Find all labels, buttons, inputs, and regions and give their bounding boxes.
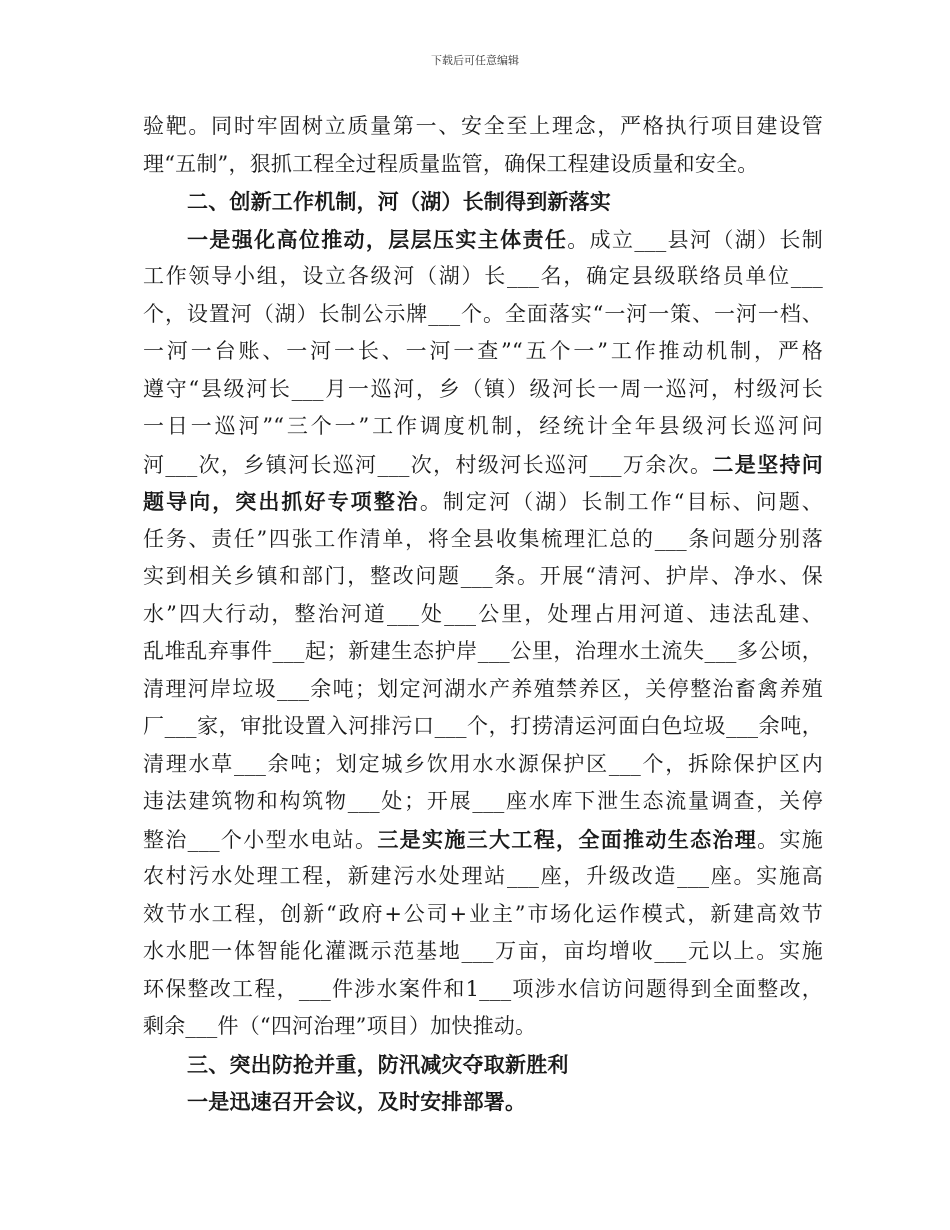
text-segment: 。制定河（湖）长制工作“目标、问题、: [419, 490, 823, 514]
section-heading: [143, 1046, 823, 1084]
text-segment: 河___次，乡镇河长巡河___次，村级河长巡河___万余次。: [143, 452, 713, 477]
text-segment: 遵守“县级河长___月一巡河，乡（镇）级河长一周一巡河，村级河长: [143, 376, 823, 401]
paragraph-line: [143, 596, 823, 634]
paragraph-line: [143, 296, 823, 334]
paragraph-line: [143, 783, 823, 821]
page-header: 下载后可任意编辑: [431, 54, 519, 67]
text-segment: 实到相关乡镇和部门，整改问题___条。开展“清河、护岸、净水、保: [143, 564, 823, 588]
paragraph-line: [143, 108, 823, 146]
bold-text: 三、突出防抢并重，防汛减灾夺取新胜利: [187, 1051, 569, 1077]
text-segment: 厂___家，审批设置入河排污口___个，打捞清运河面白色垃圾___余吨，: [143, 714, 823, 738]
paragraph-line: [143, 408, 823, 446]
paragraph-line: [143, 708, 823, 746]
document-body: [143, 108, 823, 1121]
paragraph-line: [143, 858, 823, 896]
paragraph-line: [143, 521, 823, 559]
paragraph-line: [143, 221, 823, 259]
paragraph-line: [143, 633, 823, 671]
text-segment: 工作领导小组，设立各级河（湖）长___名，确定县级联络员单位___: [143, 264, 823, 288]
paragraph-line: [143, 483, 823, 521]
text-segment: 验靶。同时牢固树立质量第一、安全至上理念，严格执行项目建设管: [143, 114, 823, 138]
text-segment: 任务、责任”四张工作清单，将全县收集梳理汇总的___条问题分别落: [143, 526, 823, 551]
section-heading: [143, 183, 823, 221]
bold-text: 二是坚持问: [712, 451, 824, 477]
paragraph-line: [143, 933, 823, 971]
bold-text: 二、创新工作机制，河（湖）长制得到新落实: [187, 189, 611, 214]
bold-text: 三是实施三大工程，全面推动生态治理: [377, 826, 758, 852]
text-segment: 农村污水处理工程，新建污水处理站___座，升级改造___座。实施高: [143, 864, 823, 888]
paragraph-line: [143, 333, 823, 371]
paragraph-line: [143, 971, 823, 1009]
text-segment: 水水肥一体智能化灌溉示范基地___万亩，亩均增收___元以上。实施: [143, 939, 823, 963]
text-segment: 剩余___件（“四河治理”项目）加快推动。: [143, 1014, 537, 1038]
text-segment: 。实施: [757, 827, 823, 852]
bold-text: 一是强化高位推动，层层压实主体责任: [187, 226, 568, 252]
paragraph-line: [143, 821, 823, 859]
text-segment: 乱堆乱弃事件___起；新建生态护岸___公里，治理水土流失___多公顷，: [143, 639, 823, 663]
text-segment: 环保整改工程，___件涉水案件和1___项涉水信访问题得到全面整改，: [143, 976, 823, 1001]
paragraph-line: [143, 746, 823, 784]
text-segment: 理“五制”，狠抓工程全过程质量监管，确保工程建设质量和安全。: [143, 151, 759, 176]
bold-text: 题导向，突出抓好专项整治: [143, 489, 420, 514]
text-segment: 水”四大行动，整治河道___处___公里，处理占用河道、违法乱建、: [143, 601, 823, 626]
text-segment: 。成立___县河（湖）长制: [567, 227, 823, 252]
text-segment: 一日一巡河”“三个一”工作调度机制，经统计全年县级河长巡河问: [143, 414, 823, 438]
text-segment: 清理水草___余吨；划定城乡饮用水水源保护区___个，拆除保护区内: [143, 751, 823, 776]
paragraph-line: [143, 671, 823, 709]
paragraph-line: [143, 258, 823, 296]
text-segment: 效节水工程，创新“政府+公司+业主”市场化运作模式，新建高效节: [143, 901, 823, 926]
bold-text: 一是迅速召开会议，及时安排部署。: [187, 1089, 527, 1114]
section-heading: [143, 1083, 823, 1121]
paragraph-line: [143, 371, 823, 409]
text-segment: 一河一台账、一河一长、一河一查”“五个一”工作推动机制，严格: [143, 339, 823, 363]
paragraph-line: [143, 558, 823, 596]
paragraph-line: [143, 146, 823, 184]
paragraph-line: [143, 1008, 823, 1046]
paragraph-line: [143, 896, 823, 934]
text-segment: 整治___个小型水电站。: [143, 827, 378, 852]
paragraph-line: [143, 446, 823, 484]
text-segment: 清理河岸垃圾___余吨；划定河湖水产养殖禁养区，关停整治畜禽养殖: [143, 676, 823, 701]
text-segment: 个，设置河（湖）长制公示牌___个。全面落实“一河一策、一河一档、: [143, 301, 823, 326]
text-segment: 违法建筑物和构筑物___处；开展___座水库下泄生态流量调查，关停: [143, 789, 823, 813]
